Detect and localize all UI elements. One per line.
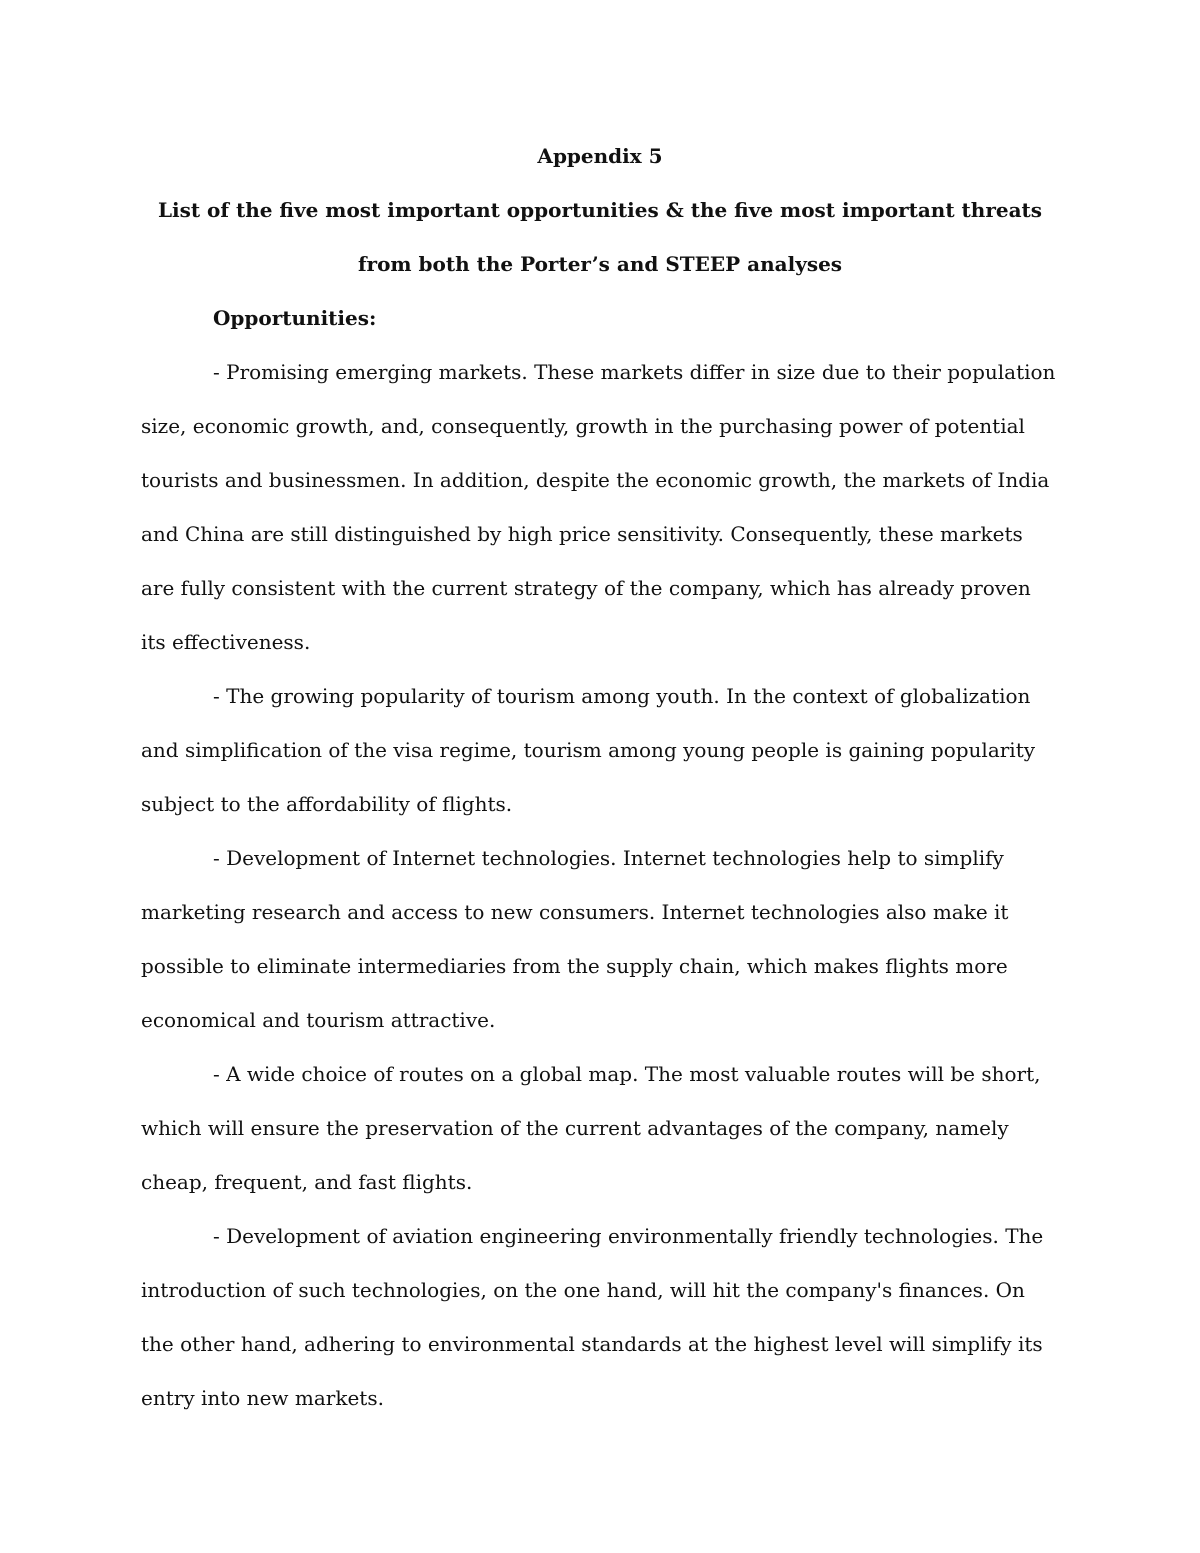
opportunity-paragraph: - Development of aviation engineering environmentally friendly technologies. The introduction of such technologies, on the one hand, will hit the company's finances. On the other hand, adhering to environmental standards at the highest level will simplify its entry into new markets. [141,1224,1044,1410]
opportunity-paragraph: - Development of Internet technologies. Internet technologies help to simplify marketing research and access to new consumers. Internet technologies also make it possible to eliminate intermediaries from the supply chain, which makes flights more economical and tourism attractive. [141,846,1009,1032]
appendix-title: Appendix 5 [537,144,663,168]
opportunity-paragraph: - A wide choice of routes on a global map. The most valuable routes will be short, which will ensure the preservation of the current advantages of the company, namely cheap, frequent, and fast flights. [141,1062,1041,1194]
appendix-subtitle: List of the five most important opportunities & the five most important threats from both the Porter’s and STEEP analyses [157,198,1043,276]
section-heading-opportunities: Opportunities: [213,306,377,330]
opportunity-paragraph: - Promising emerging markets. These markets differ in size due to their population size, economic growth, and, consequently, growth in the purchasing power of potential tourists and businessmen. In addition, despite the economic growth, the markets of India and China are still distinguished by high price sensitivity. Consequently, these markets are fully consistent with the current strategy of the company, which has already proven its effectiveness. [141,360,1056,654]
document-body [141,129,1059,1425]
opportunity-paragraph: - The growing popularity of tourism among youth. In the context of globalization and simplification of the visa regime, tourism among young people is gaining popularity subject to the affordability of flights. [141,684,1036,816]
